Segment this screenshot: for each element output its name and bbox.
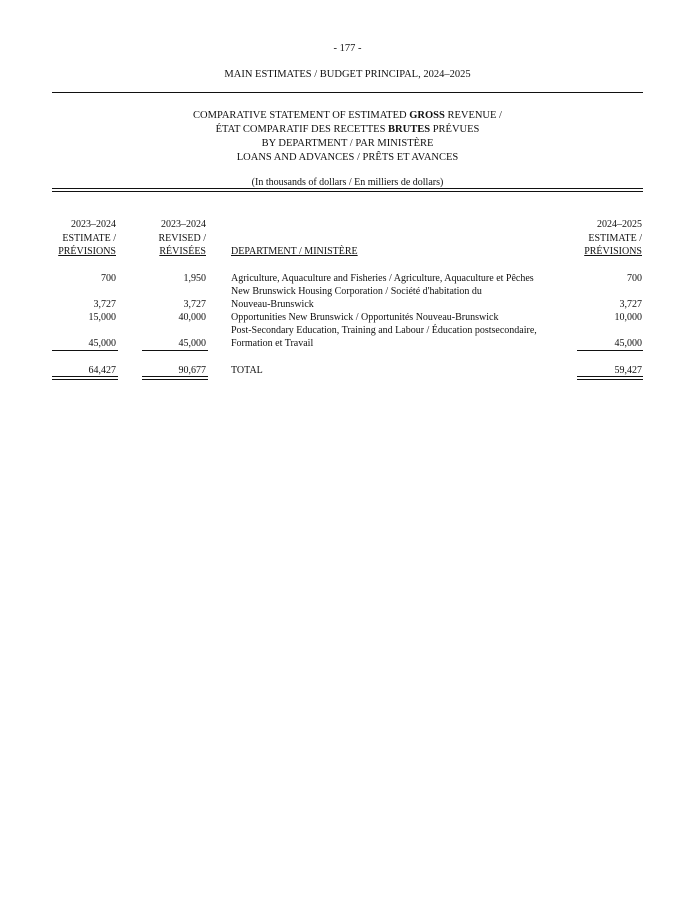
statement-title-line-1: COMPARATIVE STATEMENT OF ESTIMATED GROSS REVENUE / bbox=[193, 110, 502, 121]
row-2-department: New Brunswick Housing Corporation / Société d'habitation du bbox=[231, 286, 482, 297]
row-3-revised-2023: 40,000 bbox=[178, 312, 206, 323]
total-estimate-2023: 64,427 bbox=[88, 365, 116, 376]
header-revised-2023: 2023–2024 REVISED / RÉVISÉES bbox=[158, 219, 206, 257]
row-2-estimate-2024: 3,727 bbox=[619, 299, 642, 310]
row-1-estimate-2023: 700 bbox=[101, 273, 116, 284]
statement-title-line-4: LOANS AND ADVANCES / PRÊTS ET AVANCES bbox=[236, 152, 459, 163]
row-3-department: Opportunities New Brunswick / Opportunités Nouveau-Brunswick bbox=[231, 312, 499, 323]
row-1-estimate-2024: 700 bbox=[627, 273, 642, 284]
total-revised-2023: 90,677 bbox=[178, 365, 206, 376]
total-estimate-2024: 59,427 bbox=[614, 365, 642, 376]
statement-title-line-2: ÉTAT COMPARATIF DES RECETTES BRUTES PRÉVUES bbox=[215, 124, 480, 135]
header-estimate-2024: 2024–2025 ESTIMATE / PRÉVISIONS bbox=[584, 219, 642, 257]
row-4-department-cont: Formation et Travail bbox=[231, 338, 314, 349]
row-3-estimate-2023: 15,000 bbox=[88, 312, 116, 323]
row-4-estimate-2024: 45,000 bbox=[614, 338, 642, 349]
subtotal-rule-revised-2023 bbox=[142, 350, 208, 351]
row-1-department: Agriculture, Aquaculture and Fisheries / Agriculture, Aquaculture et Pêches bbox=[231, 273, 534, 284]
row-2-estimate-2023: 3,727 bbox=[93, 299, 116, 310]
header-rule bbox=[52, 92, 643, 93]
table-top-double-rule bbox=[52, 188, 643, 192]
row-3-estimate-2024: 10,000 bbox=[614, 312, 642, 323]
row-4-revised-2023: 45,000 bbox=[178, 338, 206, 349]
header-department: DEPARTMENT / MINISTÈRE bbox=[231, 246, 358, 257]
total-double-rule-estimate-2023 bbox=[52, 376, 118, 380]
units-note: (In thousands of dollars / En milliers de dollars) bbox=[251, 177, 444, 188]
statement-title-line-3: BY DEPARTMENT / PAR MINISTÈRE bbox=[261, 138, 434, 149]
running-title: MAIN ESTIMATES / BUDGET PRINCIPAL, 2024–2025 bbox=[224, 69, 471, 80]
total-double-rule-estimate-2024 bbox=[577, 376, 643, 380]
row-1-revised-2023: 1,950 bbox=[183, 273, 206, 284]
total-label: TOTAL bbox=[231, 365, 263, 376]
row-4-estimate-2023: 45,000 bbox=[88, 338, 116, 349]
row-2-department-cont: Nouveau-Brunswick bbox=[231, 299, 314, 310]
page-number: - 177 - bbox=[333, 43, 362, 54]
subtotal-rule-estimate-2024 bbox=[577, 350, 643, 351]
subtotal-rule-estimate-2023 bbox=[52, 350, 118, 351]
total-double-rule-revised-2023 bbox=[142, 376, 208, 380]
row-2-revised-2023: 3,727 bbox=[183, 299, 206, 310]
row-4-department: Post-Secondary Education, Training and Labour / Éducation postsecondaire, bbox=[231, 325, 537, 336]
header-estimate-2023: 2023–2024 ESTIMATE / PRÉVISIONS bbox=[58, 219, 116, 257]
